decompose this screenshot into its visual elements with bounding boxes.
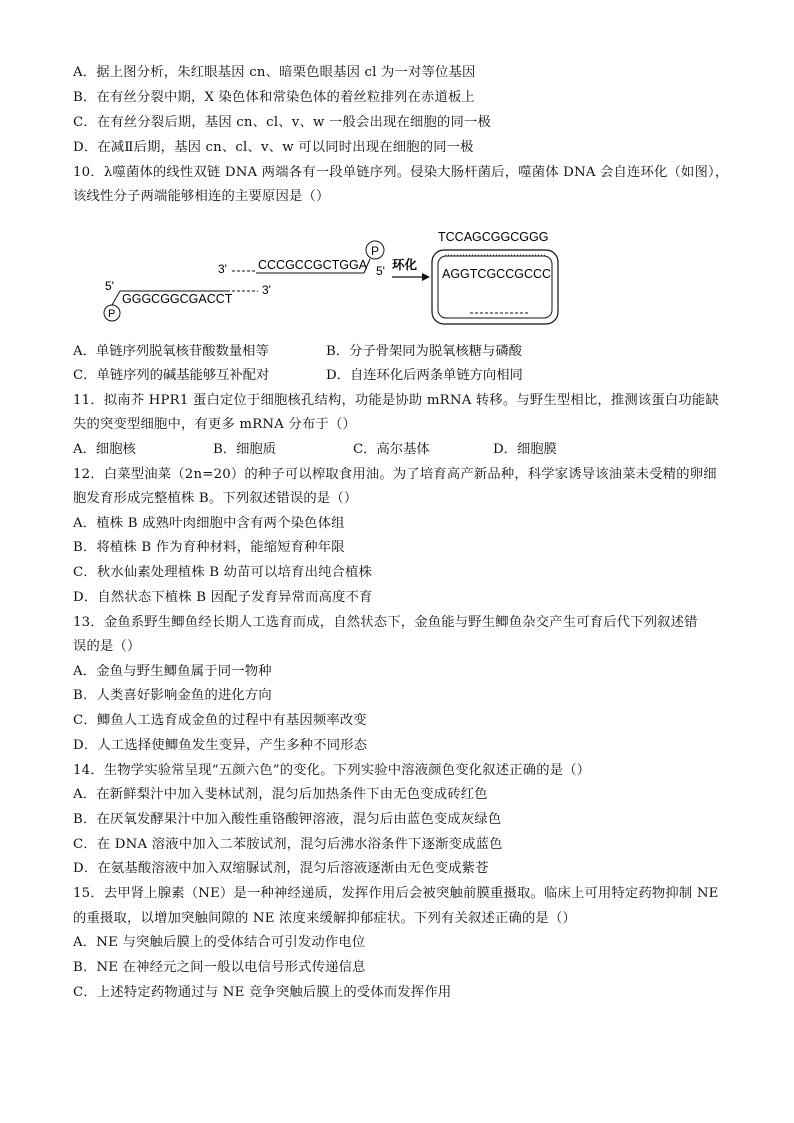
q14-stem-line1: 14．生物学实验常呈现“五颜六色”的变化。下列实验中溶液颜色变化叙述正确的是（） (73, 763, 591, 778)
phosphate-label-bottom: P (108, 308, 116, 320)
q9-option-c: C．在有丝分裂后期，基因 cn、cl、v、w 一般会出现在细胞的同一极 (73, 115, 491, 130)
q10-stem-line1: 10．λ噬菌体的线性双链 DNA 两端各有一段单链序列。侵染大肠杆菌后，噬菌体 DNA 会自连环化（如图）， (73, 165, 729, 180)
q15-option-b: B．NE 在神经元之间一般以电信号形式传递信息 (73, 960, 366, 975)
q13-option-b: B．人类喜好影响金鱼的进化方向 (73, 688, 272, 703)
circle-inner-strand (438, 256, 552, 318)
circle-inner-seq: AGGTCGCCGCCC (442, 267, 552, 281)
q11-option-b: B．细胞质 (213, 442, 276, 457)
label-3prime-top: 3' (218, 262, 227, 276)
q10-option-b: B．分子骨架同为脱氧核糖与磷酸 (326, 344, 522, 359)
circle-top-seq: TCCAGCGGCGGG (438, 230, 549, 244)
q13-option-a: A．金鱼与野生鲫鱼属于同一物种 (73, 664, 272, 679)
phosphate-label-top: P (371, 244, 380, 258)
q11-stem-line2: 失的突变型细胞中，有更多 mRNA 分布于（） (73, 417, 356, 432)
bottom-strand-seq: GGGCGGCGACCT (122, 292, 233, 306)
q14-option-d: D．在氨基酸溶液中加入双缩脲试剂，混匀后溶液逐渐由无色变成紫苍 (73, 861, 489, 876)
q15-stem-line2: 的重摄取，以增加突触间隙的 NE 浓度来缓解抑郁症状。下列有关叙述正确的是（） (73, 911, 576, 926)
q12-option-a: A．植株 B 成熟叶肉细胞中含有两个染色体组 (73, 516, 345, 531)
q10-option-d: D．自连环化后两条单链方向相同 (326, 368, 523, 383)
q9-option-d: D．在减Ⅱ后期，基因 cn、cl、v、w 可以同时出现在细胞的同一极 (73, 140, 474, 155)
q14-option-b: B．在厌氧发酵果汁中加入酸性重铬酸钾溶液，混匀后由蓝色变成灰绿色 (73, 812, 502, 827)
dna-cyclization-figure (100, 225, 570, 335)
q15-option-c: C．上述特定药物通过与 NE 竞争突触后膜上的受体而发挥作用 (73, 985, 452, 1000)
arrow-label: 环化 (392, 258, 418, 272)
q10-option-a: A．单链序列脱氧核苷酸数量相等 (73, 344, 269, 359)
q11-option-c: C．高尔基体 (353, 442, 430, 457)
label-5prime-left: 5' (105, 279, 114, 293)
bottom-strand-tail (112, 291, 120, 305)
q13-stem-line1: 13．金鱼系野生鲫鱼经长期人工选育而成，自然状态下，金鱼能与野生鲫鱼杂交产生可育后代下列叙述错 (73, 615, 698, 630)
q13-option-d: D．人工选择使鲫鱼发生变异，产生多种不同形态 (73, 738, 368, 753)
top-strand-seq: CCCGCCGCTGGA (258, 258, 368, 272)
q10-stem-line2: 该线性分子两端能够相连的主要原因是（） (73, 189, 330, 204)
q14-option-a: A．在新鲜梨汁中加入斐林试剂，混匀后加热条件下由无色变成砖红色 (73, 787, 488, 802)
q10-option-c: C．单链序列的碱基能够互补配对 (73, 368, 270, 383)
q12-stem-line2: 胞发育形成完整植株 B。下列叙述错误的是（） (73, 491, 358, 506)
q11-option-d: D．细胞膜 (493, 442, 557, 457)
q12-stem-line1: 12．白菜型油菜（2n=20）的种子可以榨取食用油。为了培育高产新品种，科学家诱导该油菜未受精的卵细 (73, 467, 717, 482)
q12-option-c: C．秋水仙素处理植株 B 幼苗可以培育出纯合植株 (73, 565, 373, 580)
q9-option-b: B．在有丝分裂中期，X 染色体和常染色体的着丝粒排列在赤道板上 (73, 90, 475, 105)
q13-option-c: C．鲫鱼人工选育成金鱼的过程中有基因频率改变 (73, 713, 367, 728)
q11-option-a: A．细胞核 (73, 442, 136, 457)
q12-option-d: D．自然状态下植株 B 因配子发育异常而高度不育 (73, 590, 373, 605)
q15-option-a: A．NE 与突触后膜上的受体结合可引发动作电位 (73, 935, 366, 950)
q13-stem-line2: 误的是（） (73, 639, 141, 654)
q11-stem-line1: 11．拟南芥 HPR1 蛋白定位于细胞核孔结构，功能是协助 mRNA 转移。与野生型相比，推测该蛋白功能缺 (73, 393, 719, 408)
label-3prime-bottom: 3' (262, 283, 271, 297)
q12-option-b: B．将植株 B 作为育种材料，能缩短育种年限 (73, 540, 345, 555)
q15-stem-line1: 15．去甲肾上腺素（NE）是一种神经递质，发挥作用后会被突触前膜重摄取。临床上可用特定药物抑制 NE (73, 886, 719, 901)
q9-option-a: A．据上图分析，朱红眼基因 cn、暗栗色眼基因 cl 为一对等位基因 (73, 65, 476, 80)
cyclize-arrowhead (422, 273, 430, 281)
label-5prime-right: 5' (376, 264, 385, 278)
q14-option-c: C．在 DNA 溶液中加入二苯胺试剂，混匀后沸水浴条件下逐渐变成蓝色 (73, 837, 503, 852)
